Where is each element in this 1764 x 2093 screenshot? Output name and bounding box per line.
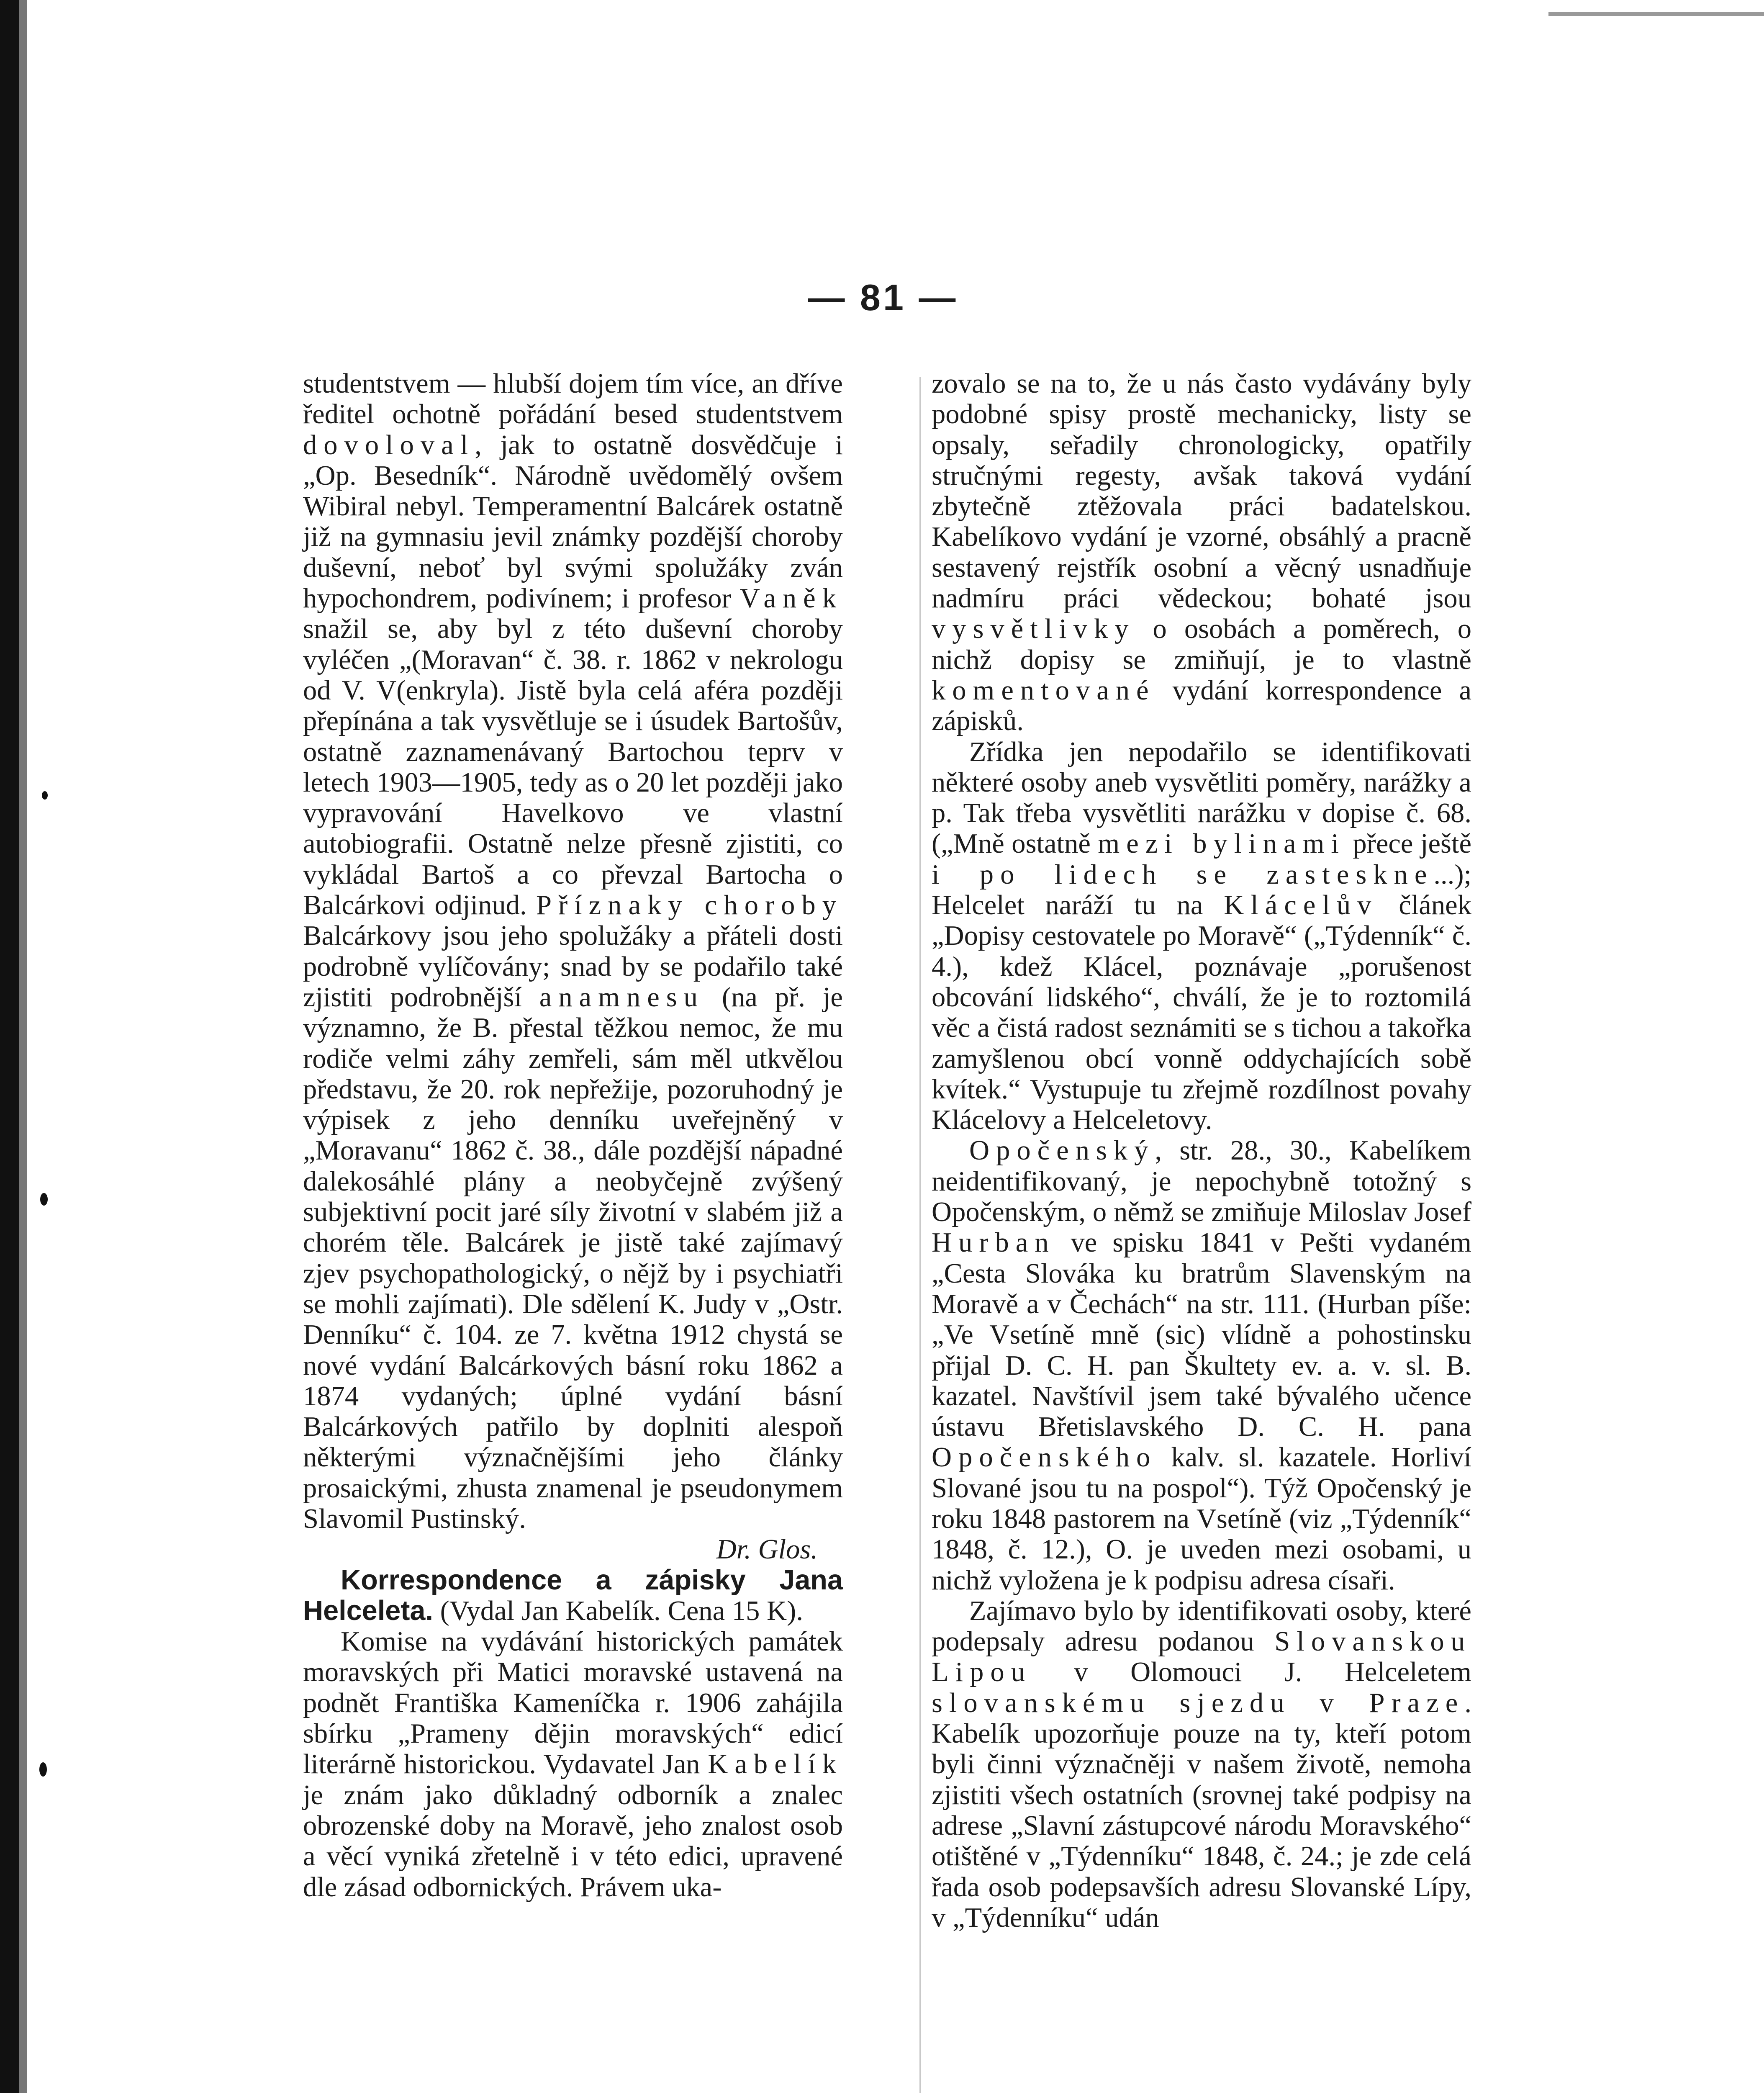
author-signature: Dr. Glos. [716,1534,818,1565]
margin-speck [39,1762,47,1777]
page-number: — 81 — [808,277,958,318]
scan-edge-shadow [19,0,27,2093]
margin-speck [40,1193,48,1206]
scan-edge-dark [0,0,19,2093]
right-column [932,368,1471,1933]
review-heading: Korrespondence a zápisky Jana Helceleta. (Vydal Jan Kabelík. Cena 15 K). [303,1564,843,1626]
margin-speck [42,791,48,800]
article-paragraph: Komise na vydávání historických památek moravských při Matici moravské ustavená na podnět Františka Kameníčka r. 1906 zahájila sbírku „Prameny dějin moravských“ edicí literárně historickou. Vydavatel Jan Kabelík je znám jako důkladný odborník a znalec obrozenské doby na Moravě, jeho znalost osob a věcí vyniká zřetelně i v této edici, upravené dle zásad odbornických. Právem uka- [303,1626,843,1903]
column-gap [919,377,921,2093]
article-paragraph: studentstvem — hlubší dojem tím více, an dříve ředitel ochotně pořádání besed studentstvem dovoloval, jak to ostatně dosvědčuje i „Op. Besedník“. Národně uvědomělý ovšem Wibiral nebyl. Temperamentní Balcárek ostatně již na gymnasiu jevil známky pozdější choroby duševní, neboť byl svými spolužáky zván hypochondrem, podivínem; i profesor Vaněk snažil se, aby byl z této duševní choroby vyléčen „(Moravan“ č. 38. r. 1862 v nekrologu od V. V(enkryla). Jistě byla celá aféra později přepínána a tak vysvětluje se i úsudek Bartošův, ostatně zaznamenávaný Bartochou teprv v letech 1903—1905, tedy as o 20 let později jako vypravování Havelkovo ve vlastní autobiografii. Ostatně nelze přesně zjistiti, co vykládal Bartoš a co převzal Bartocha o Balcárkovi odjinud. Příznaky choroby Balcárkovy jsou jeho spolužáky a přáteli dosti podrobně vylíčovány; snad by se podařilo také zjistiti podrobnější anamnesu (na př. je významno, že B. přestal těžkou nemoc, že mu rodiče velmi záhy zemřeli, sám měl utkvělou představu, že 20. rok nepřežije, pozoruhodný je výpisek z jeho denníku uveřejněný v „Moravanu“ 1862 č. 38., dále pozdější nápadné dalekosáhlé plány a neobyčejně zvýšený subjektivní pocit jaré síly životní v slabém již a chorém těle. Balcárek je jistě také zajímavý zjev psychopathologický, o nějž by i psychiatři se mohli zajímati). Dle sdělení K. Judy v „Ostr. Denníku“ č. 104. ze 7. května 1912 chystá se nové vydání Balcárkových básní roku 1862 a 1874 vydaných; úplné vydání básní Balcárkových patřilo by doplniti alespoň některými význačnějšími jeho články prosaickými, zhusta znamenal je pseudonymem Slavomil Pustinský. [303,368,843,1534]
article-paragraph: Opočenský, str. 28., 30., Kabelíkem neidentifikovaný, je nepochybně totožný s Opočenským, o němž se zmiňuje Miloslav Josef Hurban ve spisku 1841 v Pešti vydaném „Cesta Slováka ku bratrům Slavenským na Moravě a v Čechách“ na str. 111. (Hurban píše: „Ve Vsetíně mně (sic) vlídně a pohostinsku přijal D. C. H. pan Škultety ev. a. v. sl. B. kazatel. Navštívil jsem také bývalého učence ústavu Břetislavského D. C. H. pana Opočenského kalv. sl. kazatele. Horliví Slované jsou tu na pospol“). Týž Opočenský je roku 1848 pastorem na Vsetíně (viz „Týdenník“ 1848, č. 12.), O. je uveden mezi osobami, u nichž vyložena je k podpisu adresa císaři. [932,1135,1471,1596]
article-paragraph: Zajímavo bylo by identifikovati osoby, které podepsaly adresu podanou Slovanskou Lipou v Olomouci J. Helceletem slovanskému sjezdu v Praze. Kabelík upozorňuje pouze na ty, kteří potom byli činni význačněji v našem životě, nemoha zjistiti všech ostatních (srovnej také podpisy na adrese „Slavní zástupcové národu Moravského“ otištěné v „Týdenníku“ 1848, č. 24.; je zde celá řada osob podepsavších adresu Slovanské Lípy, v „Týdenníku“ udán [932,1595,1471,1933]
left-column [303,368,843,1903]
article-paragraph: Zřídka jen nepodařilo se identifikovati některé osoby aneb vysvětliti poměry, narážky a p. Tak třeba vysvětliti narážku v dopise č. 68. („Mně ostatně mezi bylinami přece ještě i po lidech se zasteskne...); Helcelet naráží tu na Klácelův článek „Dopisy cestovatele po Moravě“ („Týdenník“ č. 4.), kdež Klácel, poznávaje „porušenost obcování lidského“, chválí, že je to roztomilá věc a čistá radost seznámiti se s tichou a takořka zamyšlenou obcí vonně oddychajících sobě kvítek.“ Vystupuje tu zřejmě rozdílnost povahy Klácelovy a Helceletovy. [932,736,1472,1136]
scan-top-mark [1548,12,1764,16]
article-paragraph: zovalo se na to, že u nás často vydávány byly podobné spisy prostě mechanicky, listy se opsaly, seřadily chronologicky, opatřily stručnými regesty, avšak taková vydání zbytečně ztěžovala práci badatelskou. Kabelíkovo vydání je vzorné, obsáhlý a pracně sestavený rejstřík osobní a věcný usnadňuje nadmíru práci vědeckou; bohaté jsou vysvětlivky o osobách a poměrech, o nichž dopisy se zmiňují, je to vlastně komentované vydání korrespondence a zápisků. [932,368,1471,737]
